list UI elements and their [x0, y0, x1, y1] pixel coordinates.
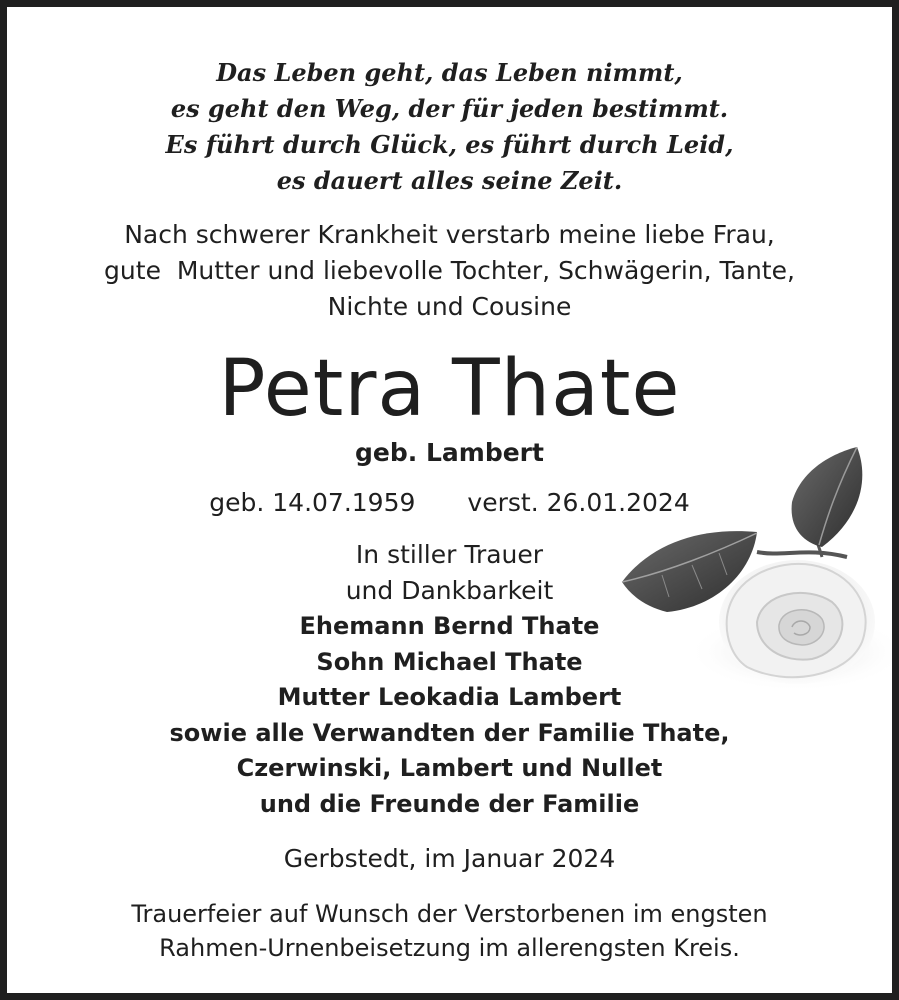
notice-line: Trauerfeier auf Wunsch der Verstorbenen im engsten: [131, 900, 768, 928]
deceased-name: Petra Thate: [218, 344, 681, 434]
mourning-line: und Dankbarkeit: [345, 576, 554, 605]
poem: [7, 55, 892, 199]
life-dates: [7, 485, 892, 521]
family-line: Mutter Leokadia Lambert: [277, 683, 622, 711]
poem-line: Das Leben geht, das Leben nimmt,: [216, 58, 683, 87]
place-date: Gerbstedt, im Januar 2024: [283, 844, 616, 873]
family-line: und die Freunde der Familie: [259, 789, 640, 818]
poem-line: es geht den Weg, der für jeden bestimmt.: [170, 94, 729, 123]
intro-text: [7, 217, 892, 325]
poem-line: Es führt durch Glück, es führt durch Leid,: [165, 130, 734, 159]
intro-line: Nichte und Cousine: [327, 292, 572, 321]
family-line: Sohn Michael Thate: [316, 647, 583, 676]
notice-line: Rahmen-Urnenbeisetzung im allerengsten Kreis.: [159, 934, 740, 962]
family-line: sowie alle Verwandten der Familie Thate,: [169, 718, 730, 747]
mourning-text: [7, 537, 892, 609]
mourning-line: In stiller Trauer: [355, 540, 544, 569]
intro-line: Nach schwerer Krankheit verstarb meine liebe Frau,: [124, 220, 775, 249]
death-date: verst. 26.01.2024: [467, 488, 690, 517]
birth-date: geb. 14.07.1959: [209, 488, 416, 517]
poem-line: es dauert alles seine Zeit.: [276, 166, 623, 195]
family-line: Czerwinski, Lambert und Nullet: [236, 754, 663, 782]
intro-line: gute Mutter und liebevolle Tochter, Schwägerin, Tante,: [104, 256, 795, 285]
funeral-notice: [7, 897, 892, 965]
family-line: Ehemann Bernd Thate: [299, 612, 600, 640]
maiden-name: geb. Lambert: [355, 438, 544, 467]
family-list: [7, 609, 892, 822]
